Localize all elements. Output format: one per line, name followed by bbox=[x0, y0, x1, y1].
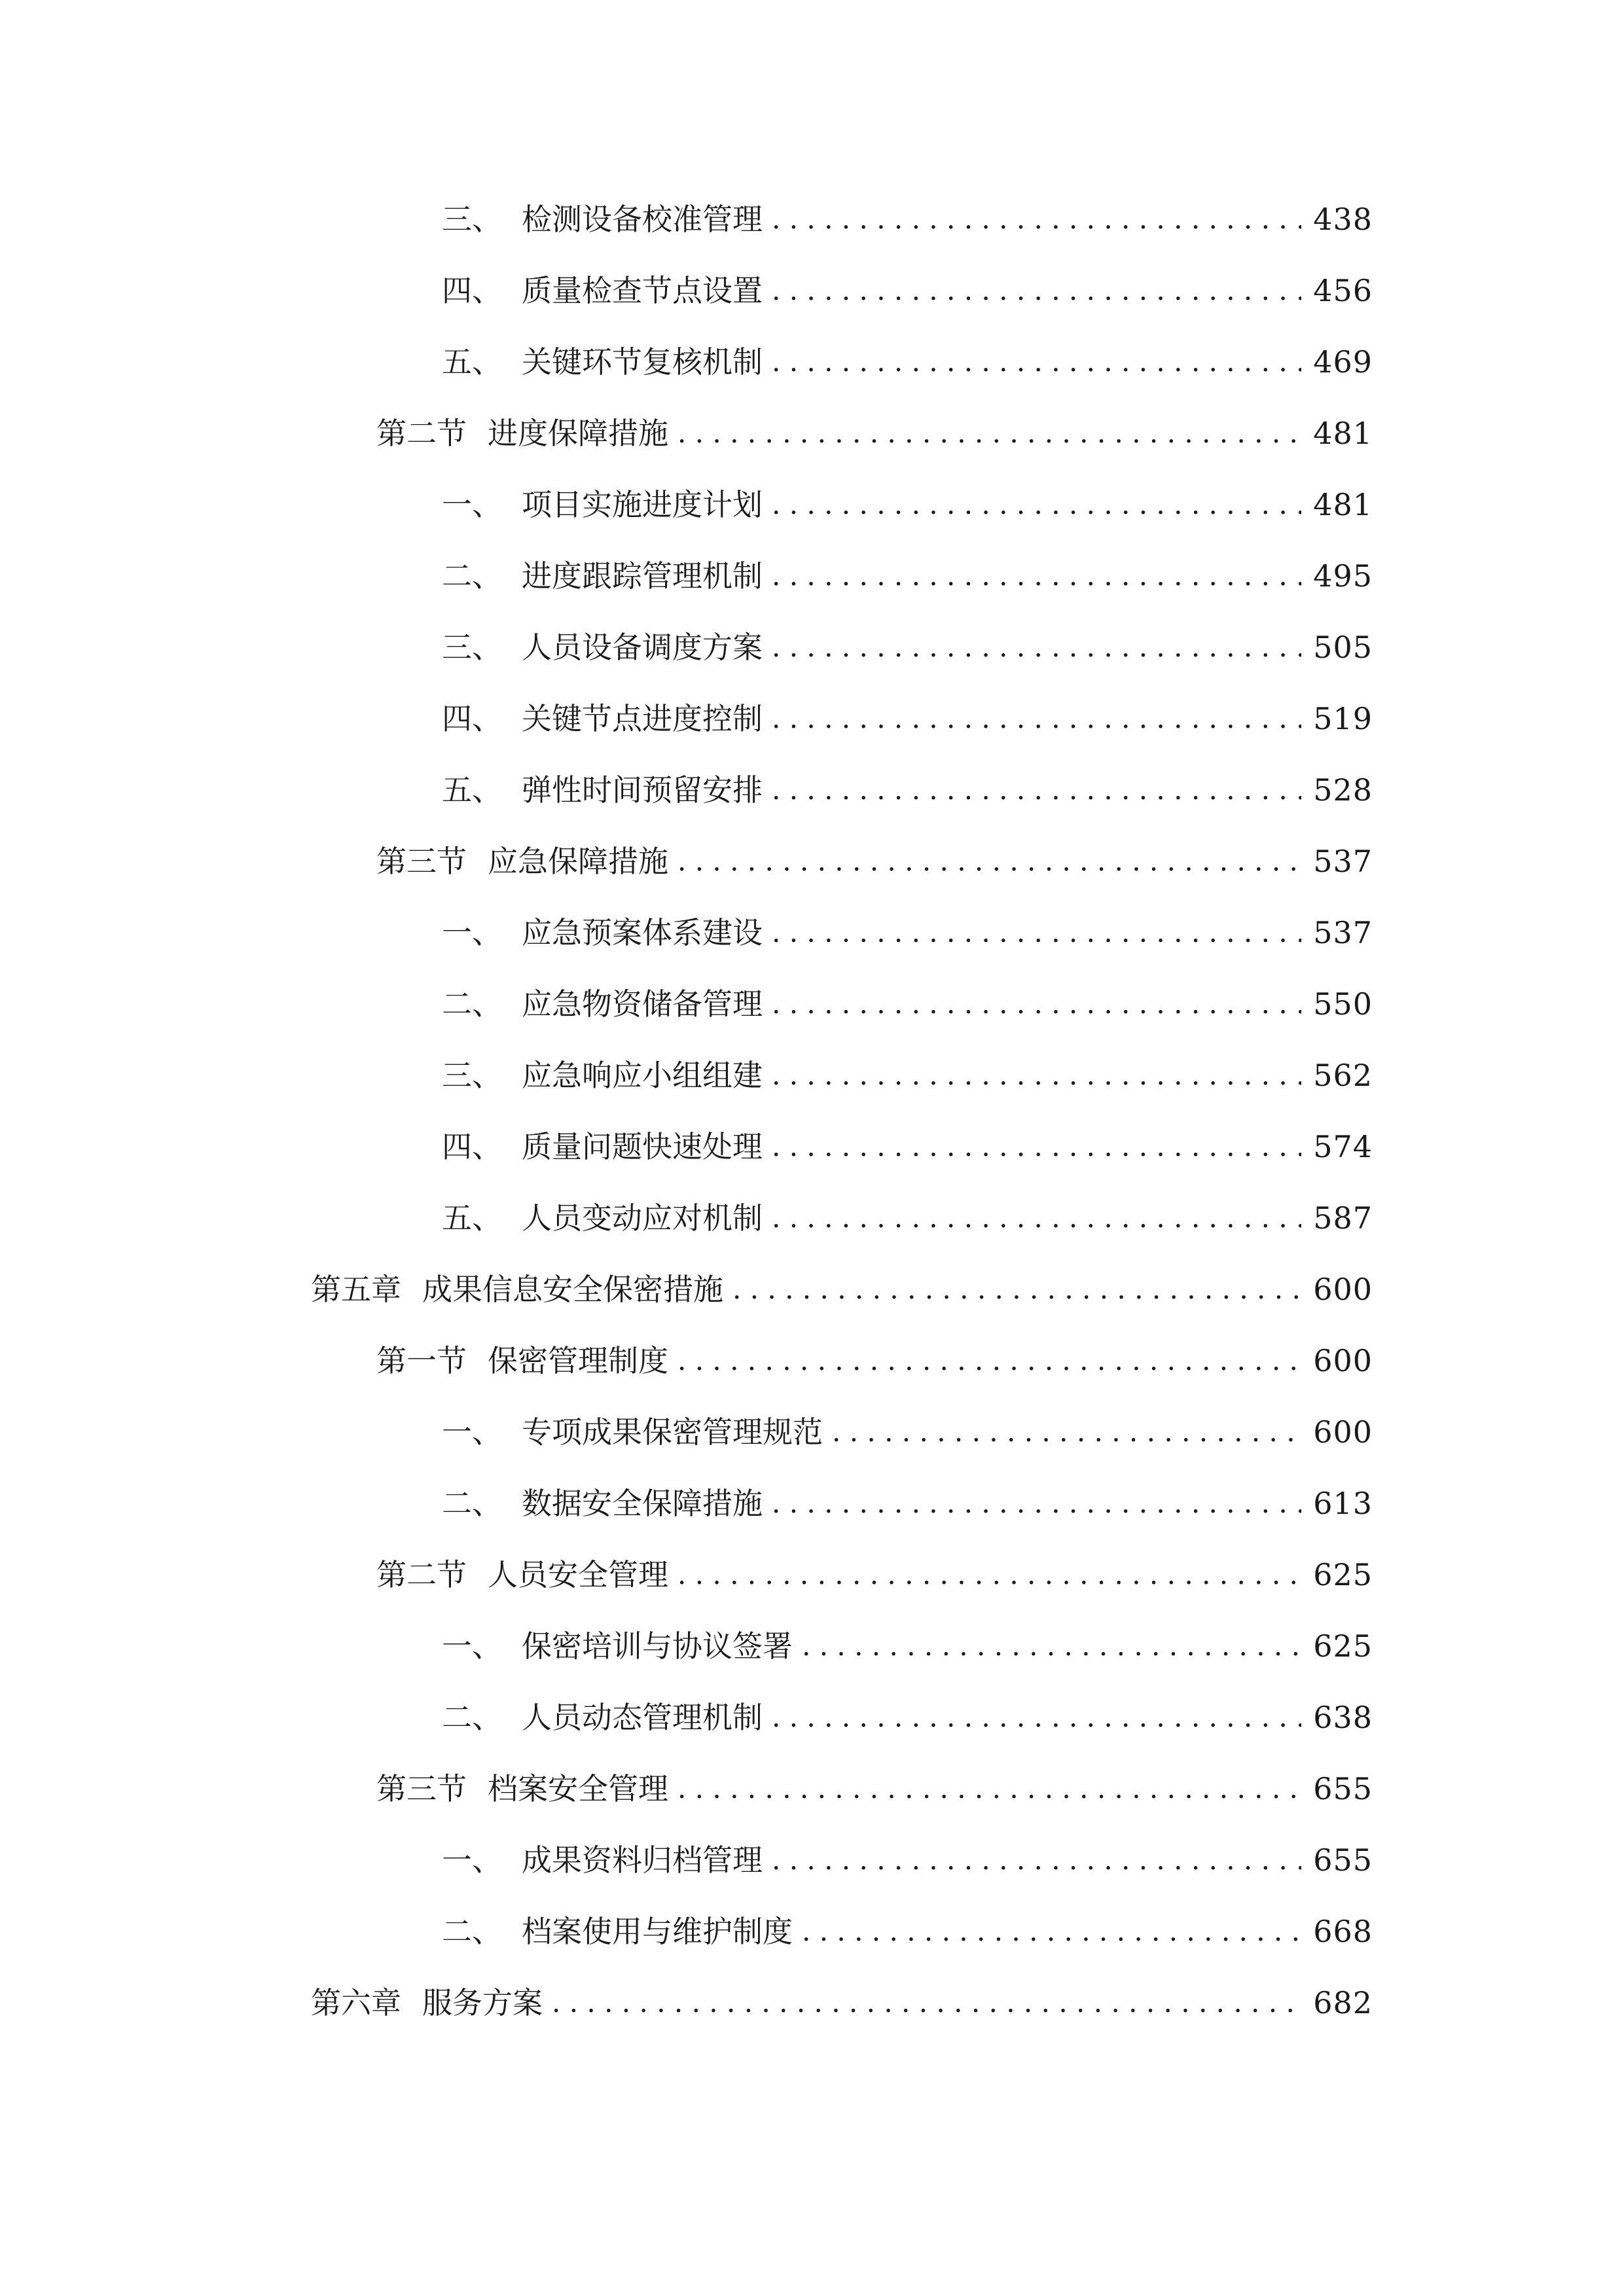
toc-entry-number: 第三节 bbox=[376, 1771, 467, 1806]
toc-entry-number: 四、 bbox=[442, 273, 502, 308]
toc-entry-page: 528 bbox=[1313, 772, 1373, 808]
toc-entry-title: 关键环节复核机制 bbox=[522, 344, 763, 380]
dot-leader bbox=[772, 268, 1301, 314]
dot-leader bbox=[552, 1980, 1301, 2026]
toc-entry[interactable] bbox=[442, 624, 1373, 670]
dot-leader bbox=[772, 1480, 1301, 1526]
toc-entry-number: 第三节 bbox=[376, 844, 467, 879]
dot-leader bbox=[732, 1266, 1301, 1312]
toc-entry-title: 服务方案 bbox=[422, 1985, 543, 2020]
toc-entry-title: 应急物资储备管理 bbox=[522, 986, 763, 1022]
toc-entry-number: 第五章 bbox=[311, 1272, 401, 1307]
toc-entry-number: 三、 bbox=[442, 1058, 502, 1093]
toc-entry-page: 668 bbox=[1313, 1914, 1373, 1949]
toc-entry[interactable] bbox=[442, 268, 1373, 314]
toc-entry-title: 档案安全管理 bbox=[488, 1771, 668, 1806]
dot-leader bbox=[772, 1695, 1301, 1740]
toc-entry[interactable] bbox=[442, 1909, 1373, 1954]
toc-entry[interactable] bbox=[442, 1195, 1373, 1241]
toc-entry-page: 587 bbox=[1313, 1200, 1373, 1236]
toc-entry-number: 五、 bbox=[442, 772, 502, 808]
toc-entry[interactable] bbox=[442, 696, 1373, 742]
toc-entry-title: 关键节点进度控制 bbox=[522, 701, 763, 736]
toc-entry[interactable] bbox=[442, 981, 1373, 1027]
toc-entry[interactable] bbox=[442, 1124, 1373, 1170]
toc-entry-title: 人员安全管理 bbox=[488, 1557, 668, 1592]
dot-leader bbox=[802, 1623, 1301, 1669]
toc-entry-number: 五、 bbox=[442, 344, 502, 380]
toc-entry-number: 一、 bbox=[442, 1628, 502, 1664]
toc-entry-page: 481 bbox=[1313, 416, 1373, 451]
toc-entry-title: 质量问题快速处理 bbox=[522, 1129, 763, 1164]
toc-entry[interactable] bbox=[442, 910, 1373, 956]
toc-entry-number: 二、 bbox=[442, 1486, 502, 1521]
toc-entry-page: 613 bbox=[1313, 1486, 1373, 1521]
toc-entry-number: 第一节 bbox=[376, 1343, 467, 1378]
toc-entry-title: 质量检查节点设置 bbox=[522, 273, 763, 308]
dot-leader bbox=[677, 410, 1301, 456]
toc-entry[interactable] bbox=[376, 1766, 1373, 1812]
dot-leader bbox=[677, 838, 1301, 884]
dot-leader bbox=[772, 1195, 1301, 1241]
toc-entry-title: 应急预案体系建设 bbox=[522, 915, 763, 950]
toc-entry-number: 一、 bbox=[442, 1414, 502, 1450]
toc-entry[interactable] bbox=[442, 1837, 1373, 1883]
dot-leader bbox=[772, 1052, 1301, 1098]
toc-entry-number: 第二节 bbox=[376, 1557, 467, 1592]
toc-entry-number: 三、 bbox=[442, 630, 502, 665]
toc-entry-page: 469 bbox=[1313, 344, 1373, 380]
dot-leader bbox=[772, 482, 1301, 528]
toc-entry-title: 专项成果保密管理规范 bbox=[522, 1414, 823, 1450]
dot-leader bbox=[772, 1837, 1301, 1883]
toc-entry[interactable] bbox=[442, 1409, 1373, 1455]
toc-entry-number: 三、 bbox=[442, 202, 502, 237]
toc-entry-page: 456 bbox=[1313, 273, 1373, 308]
dot-leader bbox=[772, 196, 1301, 242]
toc-entry-page: 505 bbox=[1313, 630, 1373, 665]
toc-entry-number: 二、 bbox=[442, 558, 502, 594]
toc-entry-page: 682 bbox=[1313, 1985, 1373, 2020]
toc-entry-title: 人员变动应对机制 bbox=[522, 1200, 763, 1236]
dot-leader bbox=[772, 981, 1301, 1027]
toc-entry-page: 438 bbox=[1313, 202, 1373, 237]
toc-entry[interactable] bbox=[442, 1695, 1373, 1740]
toc-entry-number: 一、 bbox=[442, 1842, 502, 1878]
toc-entry-title: 档案使用与维护制度 bbox=[522, 1914, 793, 1949]
dot-leader bbox=[802, 1909, 1301, 1954]
toc-entry-number: 二、 bbox=[442, 1914, 502, 1949]
toc-entry-page: 550 bbox=[1313, 986, 1373, 1022]
toc-entry-page: 600 bbox=[1313, 1343, 1373, 1378]
toc-entry-page: 495 bbox=[1313, 558, 1373, 594]
toc-entry-number: 二、 bbox=[442, 986, 502, 1022]
dot-leader bbox=[772, 696, 1301, 742]
toc-entry-page: 519 bbox=[1313, 701, 1373, 736]
toc-entry[interactable] bbox=[442, 767, 1373, 813]
toc-entry-title: 项目实施进度计划 bbox=[522, 487, 763, 522]
toc-entry-title: 人员设备调度方案 bbox=[522, 630, 763, 665]
toc-entry-number: 四、 bbox=[442, 701, 502, 736]
dot-leader bbox=[677, 1338, 1301, 1384]
dot-leader bbox=[677, 1766, 1301, 1812]
toc-entry[interactable] bbox=[442, 196, 1373, 242]
toc-entry-page: 481 bbox=[1313, 487, 1373, 522]
toc-entry[interactable] bbox=[442, 482, 1373, 528]
toc-entry-number: 第六章 bbox=[311, 1985, 401, 2020]
toc-entry-page: 638 bbox=[1313, 1700, 1373, 1735]
toc-entry[interactable] bbox=[442, 553, 1373, 599]
toc-entry-title: 进度保障措施 bbox=[488, 416, 668, 451]
toc-entry-title: 应急保障措施 bbox=[488, 844, 668, 879]
dot-leader bbox=[772, 624, 1301, 670]
toc-entry[interactable] bbox=[376, 410, 1373, 456]
toc-entry-page: 625 bbox=[1313, 1557, 1373, 1592]
toc-entry[interactable] bbox=[442, 1623, 1373, 1669]
dot-leader bbox=[772, 1124, 1301, 1170]
toc-entry-page: 600 bbox=[1313, 1414, 1373, 1450]
toc-entry-page: 537 bbox=[1313, 915, 1373, 950]
toc-entry-number: 第二节 bbox=[376, 416, 467, 451]
dot-leader bbox=[677, 1552, 1301, 1598]
toc-entry-title: 数据安全保障措施 bbox=[522, 1486, 763, 1521]
toc-entry[interactable] bbox=[442, 339, 1373, 385]
toc-entry-title: 应急响应小组组建 bbox=[522, 1058, 763, 1093]
toc-entry-title: 人员动态管理机制 bbox=[522, 1700, 763, 1735]
toc-entry-page: 655 bbox=[1313, 1842, 1373, 1878]
toc-entry[interactable] bbox=[442, 1480, 1373, 1526]
dot-leader bbox=[772, 553, 1301, 599]
dot-leader bbox=[772, 767, 1301, 813]
dot-leader bbox=[772, 339, 1301, 385]
toc-entry[interactable] bbox=[311, 1980, 1373, 2026]
toc-entry-page: 625 bbox=[1313, 1628, 1373, 1664]
toc-entry[interactable] bbox=[311, 1266, 1373, 1312]
toc-entry-title: 保密管理制度 bbox=[488, 1343, 668, 1378]
toc-entry-page: 537 bbox=[1313, 844, 1373, 879]
toc-entry-title: 保密培训与协议签署 bbox=[522, 1628, 793, 1664]
toc-entry-page: 574 bbox=[1313, 1129, 1373, 1164]
toc-entry-title: 检测设备校准管理 bbox=[522, 202, 763, 237]
toc-entry-number: 二、 bbox=[442, 1700, 502, 1735]
toc-entry-title: 进度跟踪管理机制 bbox=[522, 558, 763, 594]
toc-entry-number: 四、 bbox=[442, 1129, 502, 1164]
toc-entry-page: 655 bbox=[1313, 1771, 1373, 1806]
toc-entry-number: 一、 bbox=[442, 487, 502, 522]
dot-leader bbox=[832, 1409, 1301, 1455]
toc-entry-title: 弹性时间预留安排 bbox=[522, 772, 763, 808]
toc-entry-number: 五、 bbox=[442, 1200, 502, 1236]
toc-entry[interactable] bbox=[376, 1338, 1373, 1384]
toc-entry-page: 562 bbox=[1313, 1058, 1373, 1093]
toc-entry[interactable] bbox=[376, 1552, 1373, 1598]
toc-entry-page: 600 bbox=[1313, 1272, 1373, 1307]
toc-entry[interactable] bbox=[442, 1052, 1373, 1098]
toc-entry[interactable] bbox=[376, 838, 1373, 884]
toc-entry-number: 一、 bbox=[442, 915, 502, 950]
toc-entry-title: 成果资料归档管理 bbox=[522, 1842, 763, 1878]
dot-leader bbox=[772, 910, 1301, 956]
toc-entry-title: 成果信息安全保密措施 bbox=[422, 1272, 723, 1307]
